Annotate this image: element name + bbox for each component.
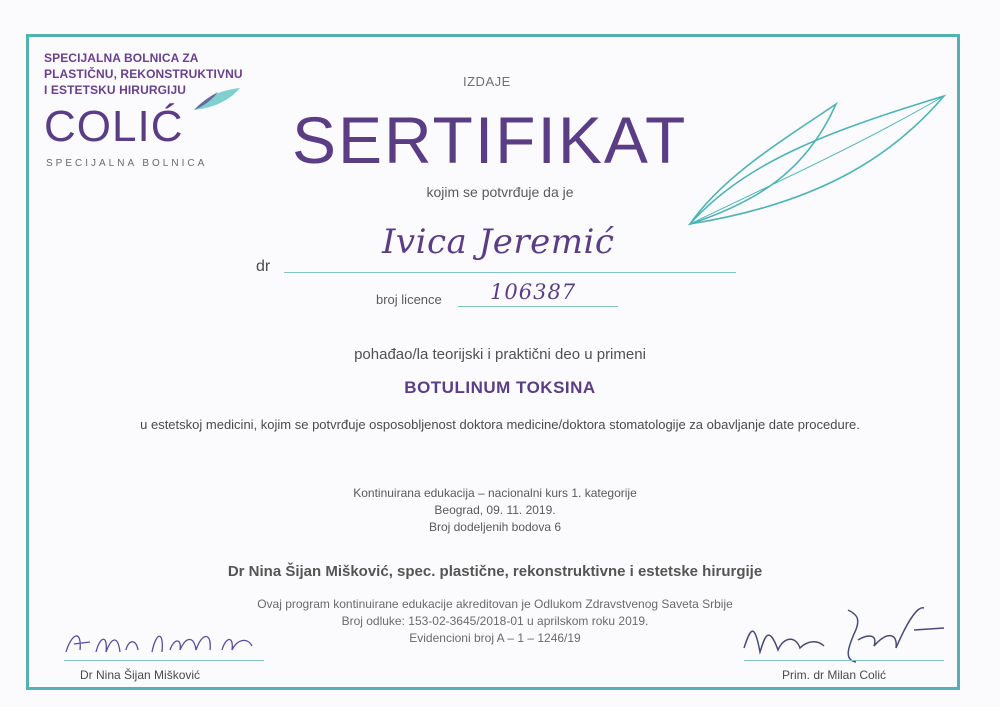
name-underline	[284, 272, 736, 273]
logo-subtitle: SPECIJALNA BOLNICA	[46, 158, 208, 169]
license-label: broj licence	[376, 292, 442, 307]
signature-line-right	[744, 660, 944, 661]
logo-line-2: PLASTIČNU, REKONSTRUKTIVNU	[44, 67, 243, 81]
signature-right	[738, 600, 958, 664]
logo-name: COLIĆ	[44, 102, 184, 151]
education-line-2: Beograd, 09. 11. 2019.	[434, 503, 556, 517]
signature-left	[62, 622, 272, 662]
education-line-1: Kontinuirana edukacija – nacionalni kurs 1. kategorije	[353, 486, 637, 500]
license-underline	[458, 306, 618, 307]
lecturer-line: Dr Nina Šijan Mišković, spec. plastične, rekonstruktivne i estetske hirurgije	[227, 563, 763, 580]
accreditation-line-2: Broj odluke: 153-02-3645/2018-01 u aprilskom roku 2019.	[341, 614, 649, 628]
attended-text: pohađao/la teorijski i praktični deo u primeni	[354, 346, 646, 363]
signer-name-right: Prim. dr Milan Colić	[782, 668, 887, 682]
recipient-name: Ivica Jeremić	[382, 222, 615, 262]
education-line-3: Broj dodeljenih bodova 6	[428, 520, 562, 534]
issuer-label: IZDAJE	[463, 74, 511, 89]
dr-label: dr	[256, 258, 271, 275]
signer-name-left: Dr Nina Šijan Mišković	[80, 668, 201, 682]
confirm-text: kojim se potvrđuje da je	[426, 184, 574, 200]
logo-leaf-icon	[192, 86, 242, 112]
license-number: 106387	[490, 280, 577, 304]
leaf-decoration-icon	[686, 92, 956, 232]
accreditation-line-3: Evidencioni broj A – 1 – 1246/19	[409, 631, 581, 645]
certificate-title: SERTIFIKAT	[292, 103, 688, 177]
logo-line-3: I ESTETSKU HIRURGIJU	[44, 83, 187, 97]
logo-line-1: SPECIJALNA BOLNICA ZA	[44, 51, 199, 65]
signature-line-left	[64, 660, 264, 661]
subject-title: BOTULINUM TOKSINA	[404, 378, 596, 397]
description-text: u estetskoj medicini, kojim se potvrđuje osposobljenost doktora medicine/doktora stomatologije za obavljanje date procedure.	[140, 417, 860, 432]
accreditation-line-1: Ovaj program kontinuirane edukacije akreditovan je Odlukom Zdravstvenog Saveta Srbije	[257, 597, 733, 611]
hospital-logo	[44, 50, 264, 169]
